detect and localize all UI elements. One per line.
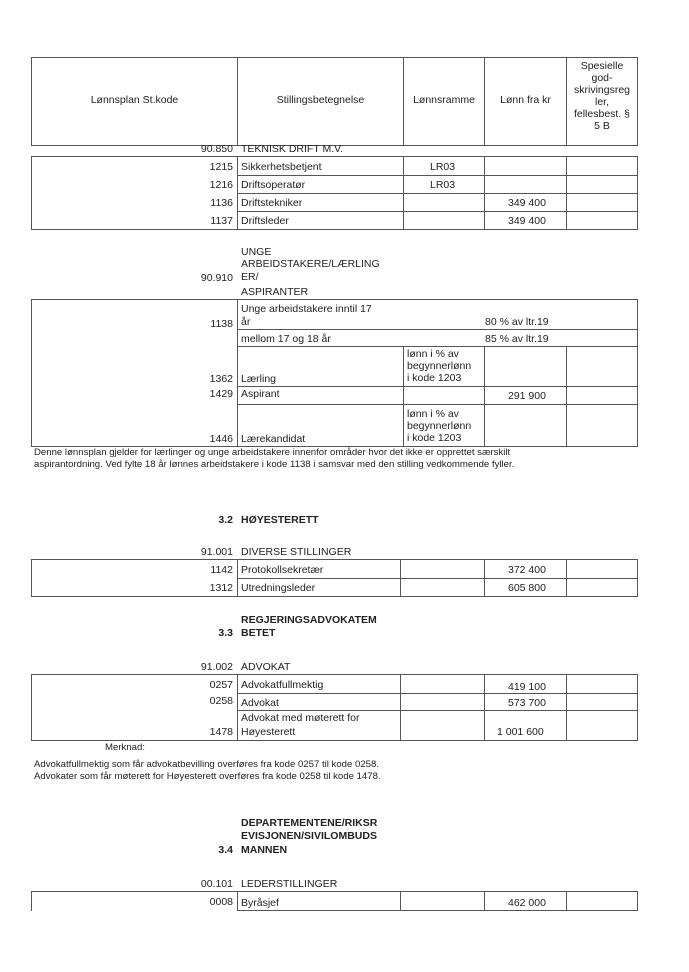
stkode: 1138 [210,318,233,330]
lonnsramme: LR03 [430,161,456,173]
stillingsbetegnelse: Driftsleder [241,215,289,227]
lonnsramme-line: begynnerlønn [407,420,472,432]
lonnsramme: LR03 [430,179,456,191]
stillingsbetegnelse-line: Høyesterett [241,726,296,738]
section-title: TEKNISK DRIFT M.V. [241,143,344,155]
header-lonnsramme: Lønnsramme [413,94,475,106]
section-title-line: ASPIRANTER [241,286,309,298]
lonnsramme-line: i kode 1203 [407,372,462,384]
chapter-title: HØYESTERETT [241,514,319,526]
chapter-title-line: MANNEN [241,844,288,856]
stillingsbetegnelse: Utredningsleder [241,582,316,594]
section-title-line: UNGE [241,246,272,258]
chapter-title-line: REGJERINGSADVOKATEM [241,614,377,626]
section-title: DIVERSE STILLINGER [241,546,352,558]
stillingsbetegnelse: Advokatfullmektig [241,679,324,691]
chapter-number: 3.3 [218,627,233,639]
lonn-fra-kr: 1 001 600 [497,726,544,738]
stillingsbetegnelse: Driftsoperatør [241,179,306,191]
note-line: Advokatfullmektig som får advokatbevilling overføres fra kode 0257 til kode 0258. [34,759,380,770]
stkode: 1136 [210,197,233,209]
stillingsbetegnelse-line: Unge arbeidstakere inntil 17 [241,303,372,315]
lonnsramme-line: i kode 1203 [407,432,462,444]
note-line: aspirantordning. Ved fylte 18 år lønnes arbeidstakere i kode 1138 i samsvar med den stilling vedkommende fyller. [34,459,515,470]
stkode: 1312 [209,582,233,594]
lonn-fra-kr: 573 700 [508,697,546,709]
chapter-number: 3.2 [218,514,233,526]
lonn-fra-kr: 419 100 [508,681,546,693]
section-title-line: ER/ [241,271,259,283]
stkode: 1142 [210,564,233,576]
stillingsbetegnelse: Sikkerhetsbetjent [241,161,322,173]
section-title-line: ARBEIDSTAKERE/LÆRLING [241,258,380,270]
stillingsbetegnelse-line: år [241,316,251,328]
section-title: LEDERSTILLINGER [241,878,338,890]
stkode: 1478 [209,726,233,738]
header-spesielle-line-3: skrivingsreg [573,84,631,96]
stillingsbetegnelse: Aspirant [241,388,280,400]
section-code: 00.101 [200,878,233,890]
lonn-fra-kr: 291 900 [508,390,546,402]
lonn-value: 85 % av ltr.19 [485,333,549,345]
stkode: 1362 [209,373,233,385]
stillingsbetegnelse: Protokollsekretær [241,564,324,576]
merknad-label: Merknad: [105,742,145,753]
note-line: Denne lønnsplan gjelder for lærlinger og unge arbeidstakere innenfor områder hvor det ikke er opprettet særskilt [34,447,511,458]
header-spesielle-line-4: ler, [594,96,609,108]
section-code: 90.850 [200,143,233,155]
stkode: 1215 [209,161,233,173]
lonn-fra-kr: 349 400 [508,215,546,227]
lonnsramme-line: lønn i % av [407,408,459,420]
chapter-title-line: BETET [241,627,276,639]
stillingsbetegnelse: Byråsjef [241,897,279,909]
stkode: 0008 [209,896,233,908]
note-line: Advokater som får møterett for Høyesterett overføres fra kode 0258 til kode 1478. [34,771,381,782]
header-stillingsbetegnelse: Stillingsbetegnelse [276,94,365,106]
lonnsramme-line: lønn i % av [407,348,459,360]
stillingsbetegnelse: Lærekandidat [241,433,306,445]
lonn-fra-kr: 349 400 [508,197,546,209]
stkode: 1216 [209,179,233,191]
lonn-value: 80 % av ltr.19 [485,316,549,328]
section-title: ADVOKAT [241,661,291,673]
header-lonn-fra-kr: Lønn fra kr [500,94,551,106]
chapter-title-line: DEPARTEMENTENE/RIKSR [241,817,378,829]
lonn-fra-kr: 605 800 [508,582,546,594]
chapter-number: 3.4 [218,844,233,856]
chapter-title-line: EVISJONEN/SIVILOMBUDS [241,830,377,842]
header-spesielle-line-6: 5 B [594,120,610,132]
header-spesielle-line-1: Spesielle [580,60,624,72]
stillingsbetegnelse: mellom 17 og 18 år [241,333,331,345]
section-code: 90.910 [200,272,233,284]
header-spesielle-line-2: god- [591,72,613,84]
stkode: 1429 [209,388,233,400]
stillingsbetegnelse: Advokat [241,697,279,709]
section-code: 91.001 [200,546,233,558]
stillingsbetegnelse: Driftstekniker [241,197,303,209]
stillingsbetegnelse-line: Advokat med møterett for [241,712,360,724]
stkode: 1446 [209,433,233,445]
section-code: 91.002 [200,661,233,673]
stkode: 0257 [209,679,233,691]
lonnsramme-line: begynnerlønn [407,360,472,372]
stkode: 0258 [209,695,233,707]
lonn-fra-kr: 372 400 [508,564,546,576]
lonn-fra-kr: 462 000 [508,897,546,909]
header-lonnsplan-stkode: Lønnsplan St.kode [90,94,179,106]
header-spesielle-line-5: fellesbest. § [573,108,631,120]
stkode: 1137 [210,215,233,227]
stillingsbetegnelse: Lærling [241,373,277,385]
